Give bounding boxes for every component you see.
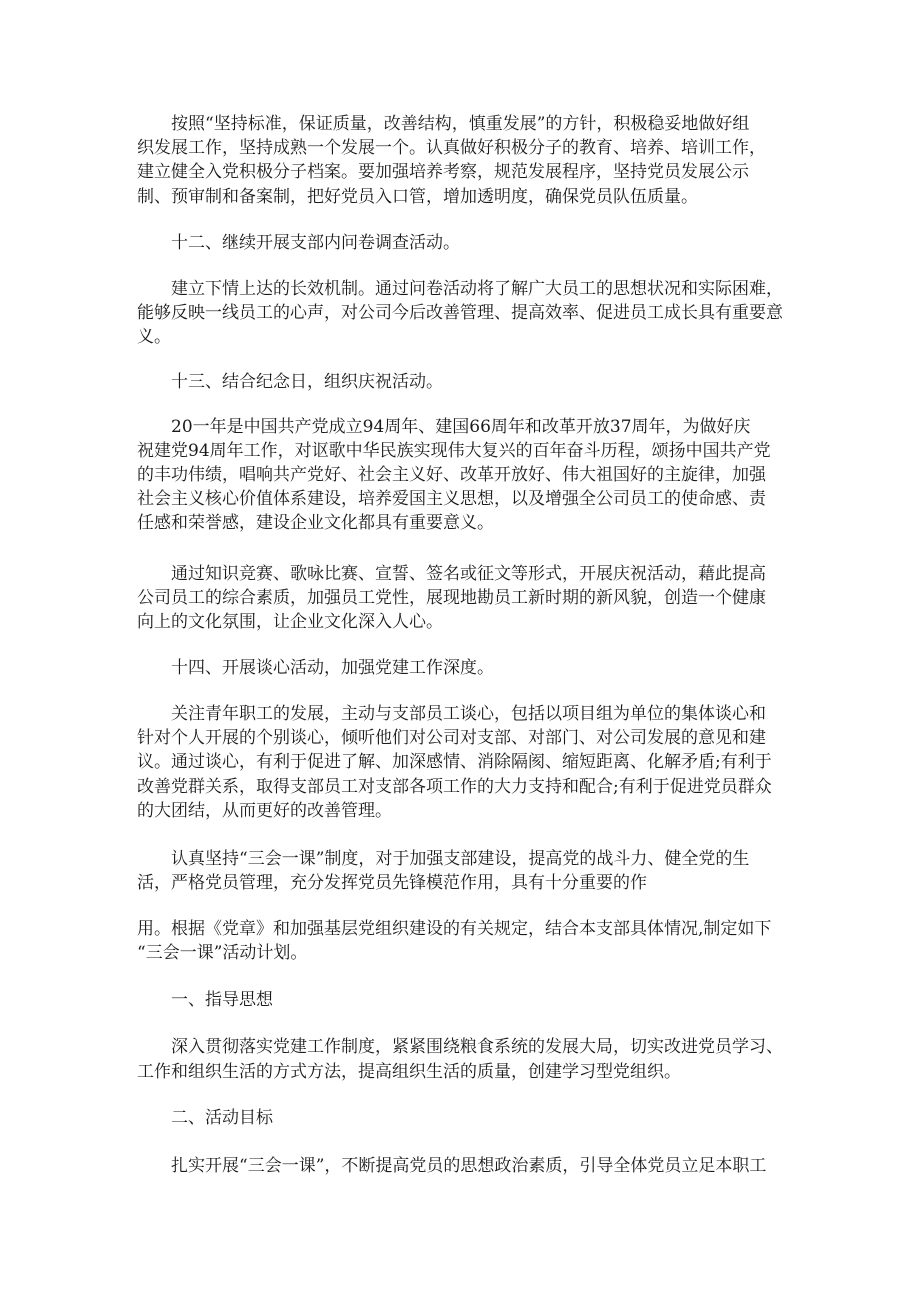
text-line: 议。通过谈心，有利于促进了解、加深感情、消除隔阂、缩短距离、化解矛盾;有利于 [137, 752, 772, 772]
text-line: 工作和组织生活的方式方法，提高组织生活的质量，创建学习型党组织。 [137, 1062, 681, 1082]
text-line: 建立下情上达的长效机制。通过问卷活动将了解广大员工的思想状况和实际困难， [137, 279, 783, 299]
text-line: 扎实开展“三会一课”，不断提高党员的思想政治素质，引导全体党员立足本职工 [137, 1156, 767, 1176]
text-line: 活，严格党员管理，充分发挥党员先锋模范作用，具有十分重要的作 [137, 873, 647, 893]
section-heading: 一、指导思想 [137, 990, 273, 1010]
text-line: 深入贯彻落实党建工作制度，紧紧围绕粮食系统的发展大局，切实改进党员学习、 [137, 1037, 783, 1057]
text-line: 按照“坚持标准，保证质量，改善结构，慎重发展”的方针，积极稳妥地做好组 [137, 114, 750, 134]
text-line: 向上的文化氛围，让企业文化深入人心。 [137, 612, 443, 632]
text-line: 的大团结，从而更好的改善管理。 [137, 801, 392, 821]
text-line: 建立健全入党积极分子档案。要加强培养考察，规范发展程序，坚持党员发展公示 [137, 162, 749, 182]
text-line: 的丰功伟绩，唱响共产党好、社会主义好、改革开放好、伟大祖国好的主旋律，加强 [137, 465, 766, 485]
text-line: 20一年是中国共产党成立94周年、建国66周年和改革开放37周年，为做好庆 [137, 417, 751, 437]
text-line: 织发展工作，坚持成熟一个发展一个。认真做好积极分子的教育、培养、培训工作， [137, 138, 766, 158]
text-line: 能够反映一线员工的心声，对公司今后改善管理、提高效率、促进员工成长具有重要意 [137, 303, 783, 323]
text-line: 祝建党94周年工作，对讴歌中华民族实现伟大复兴的百年奋斗历程，颂扬中国共产党 [137, 441, 771, 461]
text-line: 公司员工的综合素质，加强员工党性，展现地勘员工新时期的新风貌，创造一个健康 [137, 588, 766, 608]
text-line: 义。 [137, 327, 171, 347]
section-heading: 十三、结合纪念日，组织庆祝活动。 [137, 372, 443, 392]
text-line: “三会一课”活动计划。 [137, 943, 308, 963]
text-line: 认真坚持“三会一课”制度，对于加强支部建设，提高党的战斗力、健全党的生 [137, 849, 750, 869]
text-line: 用。根据《党章》和加强基层党组织建设的有关规定，结合本支部具体情况,制定如下 [137, 919, 772, 939]
section-heading: 十四、开展谈心活动，加强党建工作深度。 [137, 658, 494, 678]
text-line: 社会主义核心价值体系建设，培养爱国主义思想，以及增强全公司员工的使命感、责 [137, 489, 766, 509]
text-line: 关注青年职工的发展，主动与支部员工谈心，包括以项目组为单位的集体谈心和 [137, 704, 766, 724]
text-line: 任感和荣誉感，建设企业文化都具有重要意义。 [137, 513, 494, 533]
text-line: 制、预审制和备案制，把好党员入口管，增加透明度，确保党员队伍质量。 [137, 187, 698, 207]
text-line: 针对个人开展的个别谈心，倾听他们对公司对支部、对部门、对公司发展的意见和建 [137, 728, 766, 748]
section-heading: 二、活动目标 [137, 1108, 273, 1128]
text-line: 改善党群关系，取得支部员工对支部各项工作的大力支持和配合;有利于促进党员群众 [137, 777, 772, 797]
text-line: 通过知识竞赛、歌咏比赛、宣誓、签名或征文等形式，开展庆祝活动，藉此提高 [137, 564, 766, 584]
section-heading: 十二、继续开展支部内问卷调查活动。 [137, 233, 460, 253]
